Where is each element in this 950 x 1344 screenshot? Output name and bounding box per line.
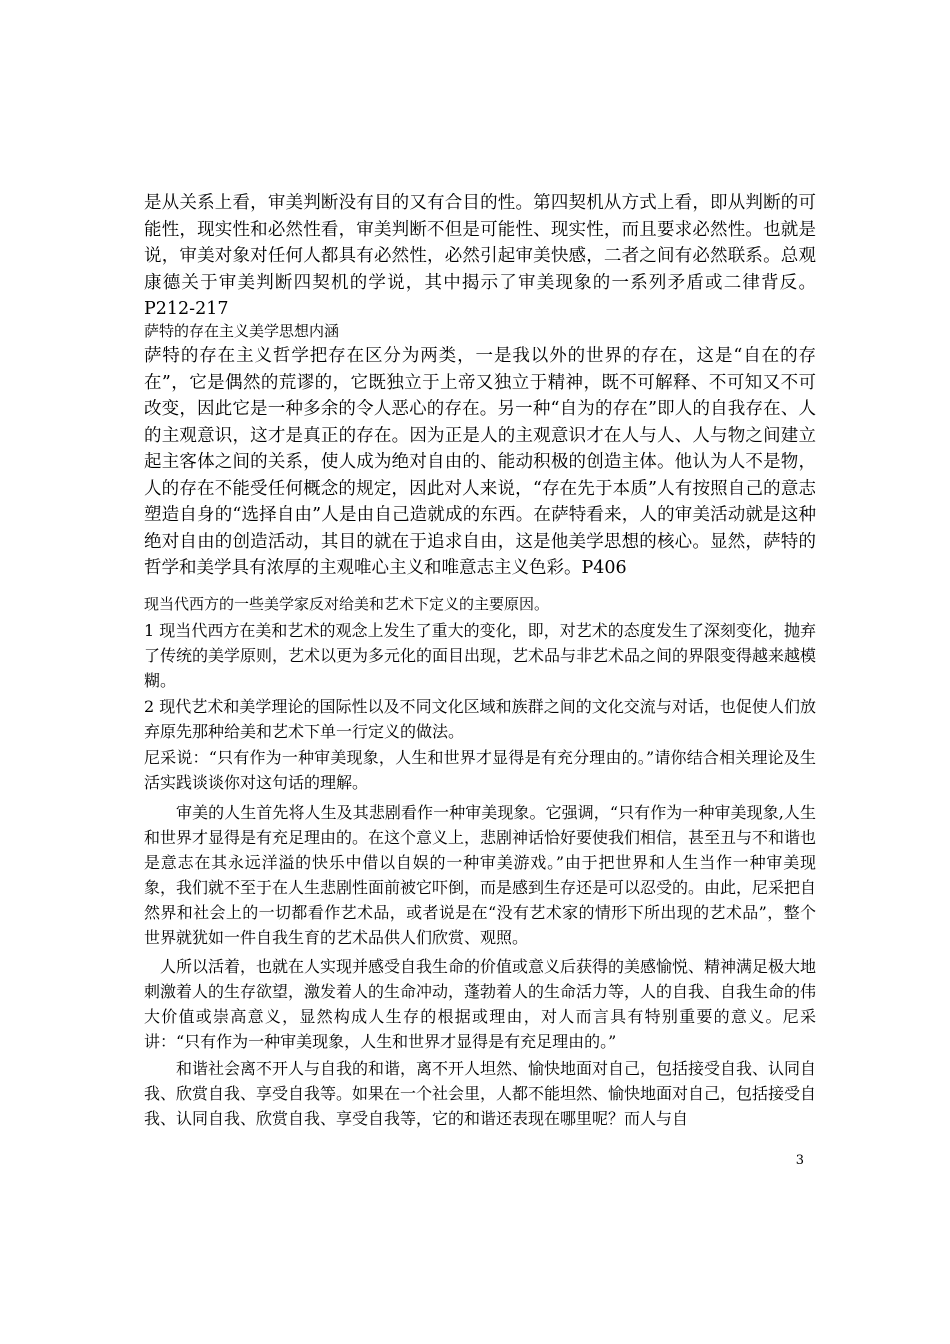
paragraph-reason-for-living: 人所以活着，也就在人实现并感受自我生命的价值或意义后获得的美感愉悦、精神满足极大地刺激着人的生存欲望，激发着人的生命冲动，蓬勃着人的生命活力等，人的自我、自我生命的伟大价值或崇高意义，显然构成人生存的根据或理由，对人而言具有特别重要的意义。尼采讲：“只有作为一种审美现象，人生和世界才显得是有充足理由的。”	[144, 957, 817, 1051]
paragraph-kant-conclusion: 是从关系上看，审美判断没有目的又有合目的性。第四契机从方式上看，即从判断的可能性，现实性和必然性看，审美判断不但是可能性、现实性，而且要求必然性。也就是说，审美对象对任何人都具有必然性，必然引起审美快感，二者之间有必然联系。总观康德关于审美判断四契机的学说，其中揭示了审美现象的一系列矛盾或二律背反。P212-217	[144, 193, 816, 319]
page-number: 3	[795, 1153, 804, 1168]
paragraph-sartre: 萨特的存在主义哲学把存在区分为两类，一是我以外的世界的存在，这是“自在的存在”，它是偶然的荒谬的，它既独立于上帝又独立于精神，既不可解释、不可知又不可改变，因此它是一种多余的令人恶心的存在。另一种“自为的存在”即人的自我存在、人的主观意识，这才是真正的存在。因为正是人的主观意识才在人与人、人与物之间建立起主客体之间的关系，使人成为绝对自由的、能动积极的创造主体。他认为人不是物，人的存在不能受任何概念的规定，因此对人来说，“存在先于本质”人有按照自己的意志塑造自身的“选择自由”人是由自己造就成的东西。在萨特看来，人的审美活动就是这种绝对自由的创造活动，其目的就在于追求自由，这是他美学思想的核心。显然，萨特的哲学和美学具有浓厚的主观唯心主义和唯意志主义色彩。P406	[144, 346, 816, 578]
paragraph-aesthetic-life: 审美的人生首先将人生及其悲剧看作一种审美现象。它强调，“只有作为一种审美现象,人生和世界才显得是有充足理由的。在这个意义上，悲剧神话恰好要使我们相信，甚至丑与不和谐也是意志在其永远洋溢的快乐中借以自娱的一种审美游戏。”由于把世界和人生当作一种审美现象，我们就不至于在人生悲剧性面前被它吓倒，而是感到生存还是可以忍受的。由此，尼采把自然界和社会上的一切都看作艺术品，或者说是在“没有艺术家的情形下所出现的艺术品”，整个世界就犹如一件自我生育的艺术品供人们欣赏、观照。	[144, 803, 817, 947]
heading-sartre: 萨特的存在主义美学思想内涵	[144, 322, 340, 340]
heading-western-aesthetics: 现当代西方的一些美学家反对给美和艺术下定义的主要原因。	[144, 595, 550, 613]
paragraph-reason-2: 2 现代艺术和美学理论的国际性以及不同文化区域和族群之间的文化交流与对话，也促使人们放弃原先那种给美和艺术下单一行定义的做法。	[144, 697, 816, 741]
paragraph-reason-1: 1 现当代西方在美和艺术的观念上发生了重大的变化，即，对艺术的态度发生了深刻变化，抛弃了传统的美学原则，艺术以更为多元化的面目出现，艺术品与非艺术品之间的界限变得越来越模糊。	[144, 621, 817, 690]
question-nietzsche: 尼采说：“只有作为一种审美现象，人生和世界才显得是有充分理由的。”请你结合相关理论及生活实践谈谈你对这句话的理解。	[144, 748, 816, 792]
paragraph-harmony: 和谐社会离不开人与自我的和谐，离不开人坦然、愉快地面对自己，包括接受自我、认同自我、欣赏自我、享受自我等。如果在一个社会里，人都不能坦然、愉快地面对自己，包括接受自我、认同自我、欣赏自我、享受自我等，它的和谐还表现在哪里呢？而人与自	[144, 1059, 817, 1128]
